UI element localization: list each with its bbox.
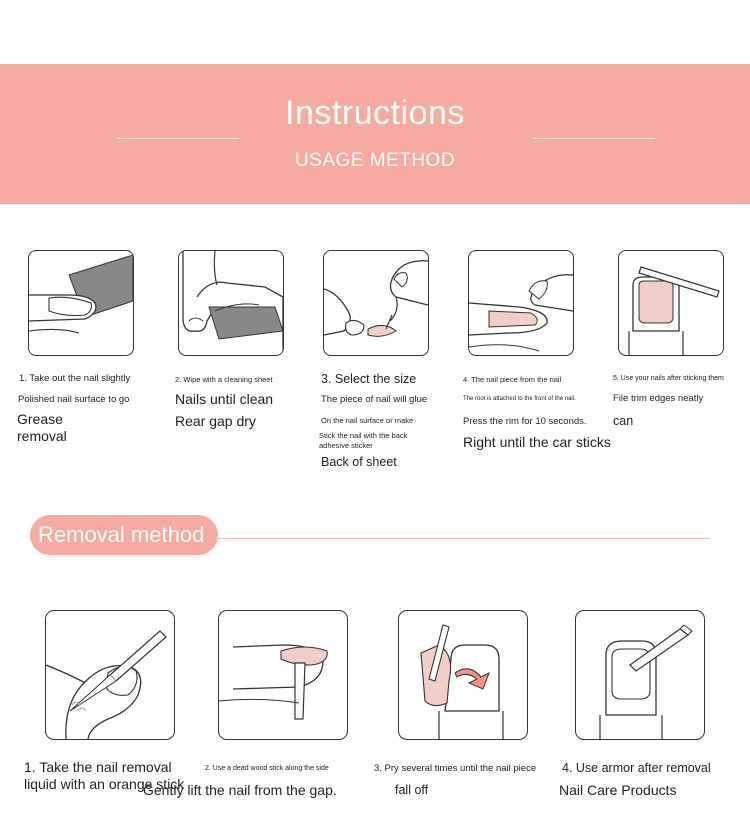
select-nail-size-icon [324,251,428,355]
usage-step-2-line-1: 2. Wipe with a cleaning sheet [175,375,273,384]
usage-step-1-line-2: Polished nail surface to go [18,394,130,405]
banner-rule-right [533,138,655,139]
usage-step-3-line-2: The piece of nail will glue [321,394,428,405]
usage-step-1-line-4: removal [17,428,67,444]
pry-nail-piece-icon [399,611,527,739]
press-nail-piece-icon [469,251,573,355]
usage-step-1-illustration [28,250,134,356]
usage-step-1-line-3: Grease [17,411,63,427]
wood-stick-lift-icon [219,611,347,739]
usage-step-2-line-2: Nails until clean [175,391,274,407]
remover-liquid-stick-icon [46,611,174,739]
usage-step-2-illustration [178,250,284,356]
usage-step-3-line-1: 3. Select the size [321,372,417,386]
usage-step-4-line-3: Press the rim for 10 seconds. [463,416,587,427]
removal-step-4-illustration [575,610,705,740]
usage-step-5-line-2: File trim edges neatly [613,393,704,404]
removal-step-4-line-2: Nail Care Products [559,782,677,798]
usage-step-5-line-3: can [613,414,634,428]
removal-step-2-illustration [218,610,348,740]
usage-step-3-illustration [323,250,429,356]
removal-step-1-illustration [45,610,175,740]
banner-rule-left [117,138,239,139]
nail-file-buffing-icon [29,251,133,355]
removal-step-3-line-2: fall off [395,783,429,797]
armor-care-icon [576,611,704,739]
usage-step-3-line-5: adhesive sticker [319,441,373,450]
removal-step-4-line-1: 4. Use armor after removal [562,761,711,775]
removal-step-2-line-1: 2. Use a dead wood stick along the side [205,765,329,772]
cleaning-sheet-icon [179,251,283,355]
usage-step-4-illustration [468,250,574,356]
page-subtitle: USAGE METHOD [294,150,456,171]
usage-step-1-line-1: 1. Take out the nail slightly [19,373,131,384]
removal-divider-line [214,538,710,539]
usage-step-5-illustration [618,250,724,356]
usage-step-5-line-1: 5. Use your nails after sticking them [613,375,724,382]
page-title: Instructions [285,94,465,132]
usage-step-3-line-4: Stick the nail with the back [319,431,408,440]
usage-step-4-line-1: 4. The nail piece from the nail [463,375,562,384]
usage-step-3-line-6: Back of sheet [321,455,397,469]
removal-step-1-line-1: 1. Take the nail removal [24,759,172,775]
removal-method-title: Removal method [30,515,218,555]
removal-step-1-line-2: liquid with an orange stick [24,776,185,792]
removal-step-2-line-2: Gently lift the nail from the gap. [143,782,337,798]
usage-step-2-line-3: Rear gap dry [175,413,256,429]
removal-step-3-line-1: 3. Pry several times until the nail piece [374,763,537,774]
instructions-banner [0,64,750,204]
usage-step-3-line-3: On the nail surface or make [321,416,414,425]
file-trim-edges-icon [619,251,723,355]
usage-step-4-line-4: Right until the car sticks [463,434,611,450]
usage-step-4-line-2: The root is attached to the front of the nail. [463,396,576,402]
removal-step-3-illustration [398,610,528,740]
